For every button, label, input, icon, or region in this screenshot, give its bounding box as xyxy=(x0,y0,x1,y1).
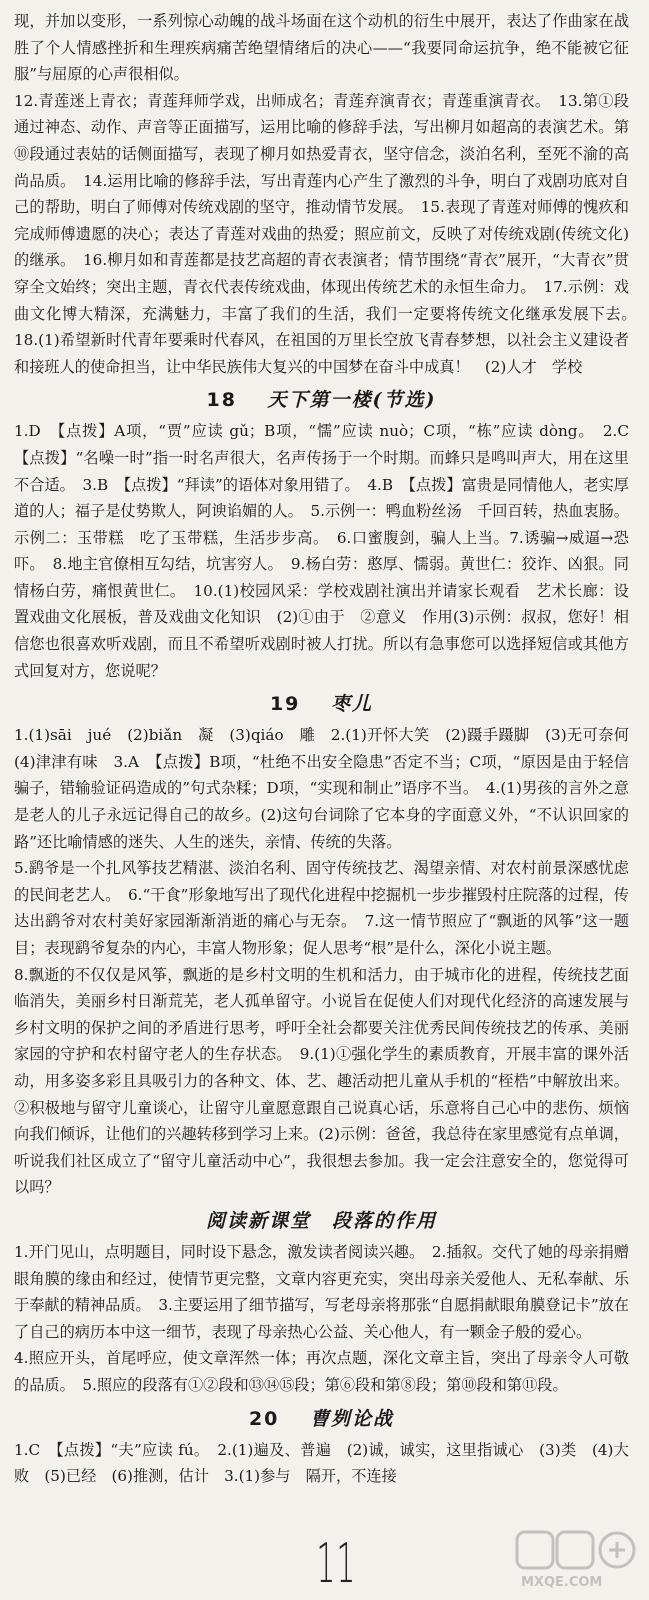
section-title xyxy=(14,384,629,416)
paragraph: 5.鹞爷是一个扎风筝技艺精湛、淡泊名利、固守传统技艺、渴望亲情、对农村前景深感忧虑的民间老艺人。 6.“干食”形象地写出了现代化进程中挖掘机一步步摧毁村庄院落的过程，传达出鹞爷对农村美好家园渐渐消逝的痛心与无奈。 7.这一情节照应了“飘逝的风筝”这一题目；表现鹞爷复杂的内心，丰富人物形象；促人思考“根”是什么，深化小说主题。 xyxy=(14,859,629,957)
section-19 xyxy=(14,688,645,1201)
section-title xyxy=(14,1205,629,1237)
paragraph: 现，并加以变形，一系列惊心动魄的战斗场面在这个动机的衍生中展开，表达了作曲家在战胜了个人情感挫折和生理疾病痛苦绝望情绪后的决心——“我要同命运抗争，绝不能被它征服”与屈原的心声很相似。 xyxy=(14,12,629,84)
watermark-text: MXQE.COM xyxy=(521,1575,603,1590)
section-18 xyxy=(14,384,645,684)
section-name: 阅读新课堂 段落的作用 xyxy=(205,1209,437,1232)
watermark-logo xyxy=(513,1528,641,1592)
paragraph: 8.飘逝的不仅仅是风筝，飘逝的是乡村文明的生机和活力，由于城市化的进程，传统技艺面临消失，美丽乡村日渐荒芜，老人孤单留守。小说旨在促使人们对现代化经济的高速发展与乡村文明的保护之间的矛盾进行思考，呼吁全社会都要关注优秀民间传统技艺的传承、美丽家园的守护和农村留守老人的生存状态。 9.(1)①强化学生的素质教育，开展丰富的课外活动，用多姿多彩且具吸引力的各种文、体、艺、趣活动把儿童从手机的“桎梏”中解放出来。②积极地与留守儿童谈心，让留守儿童愿意跟自己说真心话，乐意将自己心中的悲伤、烦恼向我们倾诉，让他们的兴趣转移到学习上来。(2)示例：爸爸，我总待在家里感觉有点单调，听说我们社区成立了“留守儿童活动中心”，我很想去参加。我一定会注意安全的，您觉得可以吗？ xyxy=(14,965,629,1197)
paragraph: 4.照应开头，首尾呼应，使文章浑然一体；再次点题，深化文章主旨，突出了母亲令人可敬的品质。 5.照应的段落有①②段和⑬⑭⑮段；第⑥段和第⑧段；第⑩段和第⑪段。 xyxy=(14,1349,629,1394)
section-title xyxy=(14,1403,629,1435)
section-name: 曹刿论战 xyxy=(310,1407,395,1430)
paragraph: 12.青莲迷上青衣；青莲拜师学戏，出师成名；青莲弃演青衣；青莲重演青衣。 13.第①段通过神态、动作、声音等正面描写，运用比喻的修辞手法，写出柳月如超高的表演艺术。第⑩段通过表姑的话侧面描写，表现了柳月如热爱青衣，坚守信念，淡泊名利，至死不渝的高尚品质。 14.运用比喻的修辞手法，写出青莲内心产生了激烈的斗争，明白了戏剧功底对自己的帮助，明白了师傅对传统戏剧的坚守，推动情节发展。 15.表现了青莲对师傅的愧疚和完成师傅遗愿的决心；表达了青莲对戏曲的热爱；照应前文，反映了对传统戏剧(传统文化)的继承。 16.柳月如和青莲都是技艺高超的青衣表演者；情节围绕“青衣”展开，“大青衣”贯穿全文始终；突出主题，青衣代表传统戏曲，体现出传统艺术的永恒生命力。 17.示例：戏曲文化博大精深，充满魅力，丰富了我们的生活，我们一定要将传统文化继承发展下去。 18.(1)希望新时代青年要乘时代春风，在祖国的万里长空放飞青春梦想，以社会主义建设者和接班人的使命担当，让中华民族伟大复兴的中国梦在奋斗中成真！ (2)人才 学校 xyxy=(14,91,645,376)
paragraph: 1.开门见山，点明题目，同时设下悬念，激发读者阅读兴趣。 2.插叙。交代了她的母亲捐赠眼角膜的缘由和经过，使情节更完整，文章内容更充实，突出母亲关爱他人、无私奉献、乐于奉献的精神品质。 3.主要运用了细节描写，写老母亲将那张“自愿捐献眼角膜登记卡”放在了自己的病历本中这一细节，表现了母亲热心公益、关心他人，有一颗金子般的爱心。 xyxy=(14,1242,629,1341)
page-number: 11 xyxy=(316,1532,357,1595)
section-20 xyxy=(14,1403,629,1490)
section-number: 19 xyxy=(269,693,301,716)
section-reading xyxy=(14,1205,629,1399)
section-number: 18 xyxy=(206,389,237,412)
section-continued xyxy=(14,8,645,380)
section-name: 天下第一楼(节选) xyxy=(267,389,437,412)
paragraph: 1.D 【点拨】A项，“贾”应读 gǔ；B项，“懦”应读 nuò；C项，“栋”应读 dòng。 2.C 【点拨】“名噪一时”指一时名声很大，名声传扬于一个时期。而蜂只是鸣叫声大，用在这里不合适。 3.B 【点拨】“拜读”的语体对象用错了。 4.B 【点拨】富贵是同情他人，老实厚道的人；福子是仗势欺人，阿谀谄媚的人。 5.示例一：鸭血粉丝汤 千回百转，热血衷肠。示例二：玉带糕 吃了玉带糕，生活步步高。 6.口蜜腹剑，骗人上当。7.诱骗→威逼→恐吓。 8.地主官僚相互勾结，坑害穷人。 9.杨白劳：憨厚、懦弱。黄世仁：狡诈、凶狠。同情杨白劳，痛恨黄世仁。 10.(1)校园风采：学校戏剧社演出并请家长观看 艺术长廊：设置戏曲文化展板，普及戏曲文化知识 (2)①由于 ②意义 作用(3)示例：叔叔，您好！相信您也很喜欢听戏剧，而且不希望听戏剧时被人打扰。所以有急事您可以选择短信或其他方式回复对方，您说呢？ xyxy=(14,422,645,680)
section-title xyxy=(14,688,629,720)
section-name: 枣儿 xyxy=(331,693,374,716)
paragraph: 1.(1)sāi jué (2)biǎn 凝 (3)qiáo 雕 2.(1)开怀大笑 (2)蹑手蹑脚 (3)无可奈何 (4)津津有味 3.A 【点拨】B项，“杜绝不出安全隐患”否定不当；C项，“原因是由于轻信骗子，错输验证码造成的”句式杂糅；D项，“实现和制止”语序不当。 4.(1)男孩的言外之意是老人的儿子永远记得自己的故乡。(2)这句台词除了它本身的字面意义外，“不认识回家的路”还比喻情感的迷失、人生的迷失，亲情、传统的失落。 xyxy=(14,726,645,851)
section-number: 20 xyxy=(248,1407,280,1430)
paragraph: 1.C 【点拨】“夫”应读 fú。 2.(1)遍及、普遍 (2)诚，诚实，这里指诚心 (3)类 (4)大败 (5)已经 (6)推测，估计 3.(1)参与 隔开，不连接 xyxy=(14,1440,629,1486)
